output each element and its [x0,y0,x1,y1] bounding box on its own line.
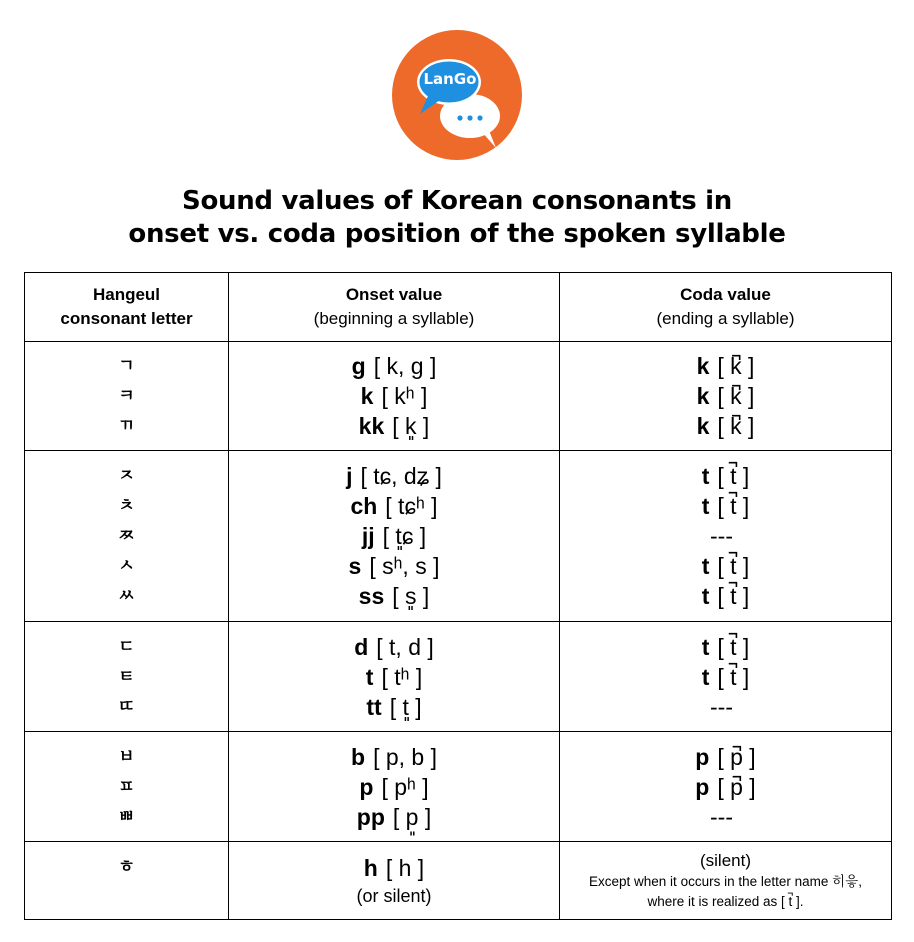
hangeul-letter: ㅃ [118,806,135,827]
coda-value: t [ t̚ ] [701,633,750,660]
hangeul-letter: ㄸ [118,696,135,717]
lango-logo [392,30,522,160]
header-onset-line-1: Onset value [345,285,443,304]
table-row-velars [25,342,892,451]
table-row-dentals [25,622,892,732]
coda-value: --- [710,523,733,549]
header-letter-line-2: consonant letter [60,309,193,328]
coda-value: t [ t̚ ] [701,493,750,519]
onset-value: d [ t, d ] [354,633,434,660]
header-coda-line-2: (ending a syllable) [656,309,795,328]
header-letter [25,273,229,342]
onset-value: k [ kʰ ] [360,383,428,409]
coda-value: t [ t̚ ] [701,553,750,579]
onset-value: pp [ p͈ ] [356,803,432,830]
header-coda-line-1: Coda value [680,285,771,304]
table-row-h [25,842,892,920]
hangeul-letter: ㅆ [118,586,135,606]
onset-value: b [ p, b ] [351,743,437,770]
page-title-line-2: onset vs. coda position of the spoken syllable [128,219,786,249]
onset-note: (or silent) [356,885,432,906]
hangeul-letter: ㄲ [118,416,135,436]
onset-value: p [ pʰ ] [359,773,429,800]
header-onset-line-2: (beginning a syllable) [313,309,475,328]
hangeul-letter: ㅈ [118,466,135,486]
hangeul-letter: ㅊ [118,496,135,516]
coda-note-line-1: Except when it occurs in the letter name 히읗, [589,873,862,889]
onset-value: ch [ tɕʰ ] [350,493,438,519]
page-title-line-1: Sound values of Korean consonants in [182,186,732,216]
coda-value: --- [710,693,733,720]
coda-value: k [ k̚ ] [696,353,755,379]
coda-value: (silent) [699,850,751,870]
onset-value: j [ tɕ, dʑ ] [346,463,442,489]
header-row [25,273,892,342]
coda-value: --- [710,803,733,830]
hangeul-letter: ㅋ [118,386,135,406]
onset-value: ss [ s͈ ] [358,583,430,609]
hangeul-letter: ㅍ [118,776,135,797]
hangeul-letter: ㄱ [118,356,135,376]
onset-value: kk [ k͈ ] [358,413,430,439]
header-letter-line-1: Hangeul [92,285,161,304]
coda-value: k [ k̚ ] [696,383,755,409]
coda-value: t [ t̚ ] [701,463,750,489]
onset-value: h [ h ] [363,854,425,881]
onset-value: jj [ t͈ɕ ] [361,523,427,549]
coda-value: p [ p̚ ] [695,773,756,800]
logo-text: LanGo [423,70,477,88]
hangeul-letter: ㅂ [118,746,135,767]
coda-value: t [ t̚ ] [701,583,750,609]
onset-value: g [ k, g ] [351,353,437,379]
onset-value: tt [ t͈ ] [366,693,422,720]
hangeul-letter: ㄷ [118,636,135,657]
header-onset [229,273,560,342]
consonant-table [24,272,892,920]
hangeul-letter: ㅌ [118,666,135,687]
coda-note-line-2: where it is realized as [ t̚ ]. [647,893,804,909]
hangeul-letter: ㅎ [118,857,135,877]
table-row-labials [25,732,892,842]
coda-value: p [ p̚ ] [695,743,756,770]
hangeul-letter: ㅉ [118,526,135,546]
speech-bubbles-icon [392,30,522,160]
coda-value: k [ k̚ ] [696,413,755,439]
onset-value: s [ sʰ, s ] [348,553,440,579]
header-coda [560,273,892,342]
table-row-affricates [25,451,892,622]
coda-value: t [ t̚ ] [701,663,750,690]
hangeul-letter: ㅅ [118,556,135,576]
onset-value: t [ tʰ ] [365,663,423,690]
